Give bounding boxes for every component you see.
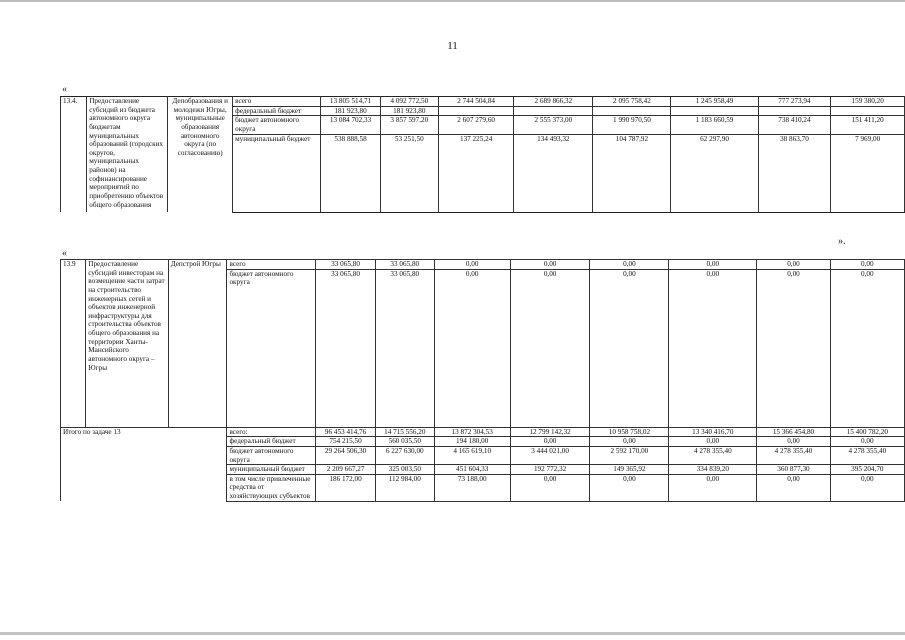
source-cell: в том числе привлеченные средства от хозяйствующих субъектов bbox=[227, 474, 316, 501]
value-cell: 325 003,50 bbox=[375, 465, 434, 475]
activity-name: Предоставление субсидий из бюджета автономного округа бюджетам муниципальных образований (городских округов, муниципальных районов) на софинансирование мероприятий по приобретению объектов общего образования bbox=[87, 97, 168, 213]
value-cell: 0,00 bbox=[830, 474, 904, 501]
value-cell: 451 604,33 bbox=[434, 465, 510, 475]
value-cell: 4 165 619,10 bbox=[434, 446, 510, 464]
value-cell: 0,00 bbox=[830, 260, 904, 270]
value-cell: 38 863,70 bbox=[758, 134, 831, 212]
value-cell: 181 923,80 bbox=[380, 106, 438, 116]
source-cell: бюджет автономного округа bbox=[233, 116, 321, 134]
value-cell: 13 340 416,70 bbox=[669, 427, 757, 437]
value-cell: 12 799 142,32 bbox=[510, 427, 590, 437]
value-cell: 0,00 bbox=[590, 437, 669, 447]
value-cell bbox=[758, 106, 831, 116]
value-cell: 0,00 bbox=[510, 474, 590, 501]
source-cell: муниципальный бюджет bbox=[233, 134, 321, 212]
source-cell: муниципальный бюджет bbox=[227, 465, 316, 475]
value-cell: 754 215,50 bbox=[316, 437, 376, 447]
value-cell: 10 958 758,02 bbox=[590, 427, 669, 437]
value-cell bbox=[593, 106, 671, 116]
open-quote-1: « bbox=[62, 84, 67, 95]
value-cell bbox=[831, 106, 905, 116]
value-cell: 2 689 866,32 bbox=[514, 97, 593, 107]
value-cell: 29 264 506,30 bbox=[316, 446, 376, 464]
value-cell: 134 493,32 bbox=[514, 134, 593, 212]
value-cell: 194 180,00 bbox=[434, 437, 510, 447]
value-cell: 151 411,20 bbox=[831, 116, 905, 134]
value-cell: 360 877,30 bbox=[757, 465, 830, 475]
value-cell: 0,00 bbox=[434, 260, 510, 270]
executor: Депстрой Югры bbox=[168, 260, 227, 428]
row-number: 13.9 bbox=[61, 260, 86, 428]
value-cell: 112 984,00 bbox=[375, 474, 434, 501]
value-cell: 0,00 bbox=[590, 260, 669, 270]
activity-name: Предоставление субсидий инвесторам на возмещение части затрат на строительство инженерных сетей и объектов инженерной инфраструктуры для строительства объектов общего образования на территории Ханты-Мансийского автономного округа – Югры bbox=[86, 260, 168, 428]
value-cell: 0,00 bbox=[757, 260, 830, 270]
value-cell: 149 365,92 bbox=[590, 465, 669, 475]
source-cell: бюджет автономного округа bbox=[227, 446, 316, 464]
source-cell: всего: bbox=[227, 427, 316, 437]
value-cell: 560 035,50 bbox=[375, 437, 434, 447]
value-cell: 2 555 373,00 bbox=[514, 116, 593, 134]
table-row-total bbox=[61, 427, 905, 437]
value-cell: 73 188,00 bbox=[434, 474, 510, 501]
value-cell: 104 787,92 bbox=[593, 134, 671, 212]
value-cell bbox=[514, 106, 593, 116]
value-cell: 3 857 597,20 bbox=[380, 116, 438, 134]
value-cell: 0,00 bbox=[669, 260, 757, 270]
value-cell: 1 245 958,49 bbox=[671, 97, 758, 107]
value-cell: 181 923,80 bbox=[321, 106, 380, 116]
value-cell: 13 805 514,71 bbox=[321, 97, 380, 107]
value-cell: 738 410,24 bbox=[758, 116, 831, 134]
value-cell: 33 065,80 bbox=[375, 269, 434, 427]
value-cell: 0,00 bbox=[510, 260, 590, 270]
executor: Депобразования и молодежи Югры, муниципальные образования автономного округа (по согласованию) bbox=[168, 97, 233, 213]
page-number: 11 bbox=[447, 40, 458, 52]
value-cell: 186 172,00 bbox=[316, 474, 376, 501]
value-cell: 777 273,94 bbox=[758, 97, 831, 107]
value-cell: 62 297,90 bbox=[671, 134, 758, 212]
scan-edge-top bbox=[0, 0, 905, 2]
value-cell: 1 183 660,59 bbox=[671, 116, 758, 134]
value-cell: 538 888,58 bbox=[321, 134, 380, 212]
value-cell: 4 278 355,40 bbox=[830, 446, 904, 464]
value-cell: 53 251,50 bbox=[380, 134, 438, 212]
value-cell: 4 092 772,50 bbox=[380, 97, 438, 107]
source-cell: федеральный бюджет bbox=[233, 106, 321, 116]
total-label: Итого по задаче 13 bbox=[61, 427, 227, 501]
value-cell: 0,00 bbox=[669, 437, 757, 447]
value-cell: 0,00 bbox=[510, 269, 590, 427]
value-cell: 0,00 bbox=[830, 269, 904, 427]
value-cell: 2 744 504,84 bbox=[438, 97, 513, 107]
value-cell: 33 065,80 bbox=[316, 260, 376, 270]
source-cell: всего bbox=[233, 97, 321, 107]
value-cell: 4 278 355,40 bbox=[669, 446, 757, 464]
value-cell: 192 772,32 bbox=[510, 465, 590, 475]
value-cell: 395 204,70 bbox=[830, 465, 904, 475]
source-cell: федеральный бюджет bbox=[227, 437, 316, 447]
value-cell: 159 380,20 bbox=[831, 97, 905, 107]
close-quote-1: ». bbox=[838, 236, 846, 247]
value-cell: 2 607 279,60 bbox=[438, 116, 513, 134]
value-cell: 0,00 bbox=[757, 269, 830, 427]
value-cell: 33 065,80 bbox=[375, 260, 434, 270]
value-cell: 0,00 bbox=[590, 474, 669, 501]
value-cell: 13 084 702,33 bbox=[321, 116, 380, 134]
table-row bbox=[61, 260, 905, 270]
value-cell: 3 444 021,00 bbox=[510, 446, 590, 464]
value-cell: 0,00 bbox=[830, 437, 904, 447]
value-cell: 2 095 758,42 bbox=[593, 97, 671, 107]
value-cell: 15 366 454,80 bbox=[757, 427, 830, 437]
table-row bbox=[61, 97, 905, 107]
value-cell bbox=[671, 106, 758, 116]
value-cell: 2 209 667,27 bbox=[316, 465, 376, 475]
table-block-13-9 bbox=[60, 259, 905, 502]
value-cell: 1 990 970,50 bbox=[593, 116, 671, 134]
value-cell: 7 969,00 bbox=[831, 134, 905, 212]
value-cell: 0,00 bbox=[669, 474, 757, 501]
value-cell: 4 278 355,40 bbox=[757, 446, 830, 464]
value-cell: 0,00 bbox=[757, 437, 830, 447]
source-cell: бюджет автономного округа bbox=[227, 269, 316, 427]
value-cell: 0,00 bbox=[757, 474, 830, 501]
value-cell: 0,00 bbox=[510, 437, 590, 447]
scan-edge-bottom bbox=[0, 632, 905, 635]
table-block-13-4 bbox=[60, 96, 905, 213]
value-cell: 0,00 bbox=[434, 269, 510, 427]
value-cell bbox=[438, 106, 513, 116]
value-cell: 137 225,24 bbox=[438, 134, 513, 212]
value-cell: 33 065,80 bbox=[316, 269, 376, 427]
value-cell: 0,00 bbox=[590, 269, 669, 427]
value-cell: 334 839,20 bbox=[669, 465, 757, 475]
open-quote-2: « bbox=[62, 248, 67, 259]
value-cell: 2 592 170,00 bbox=[590, 446, 669, 464]
value-cell: 13 872 304,53 bbox=[434, 427, 510, 437]
value-cell: 6 227 630,00 bbox=[375, 446, 434, 464]
value-cell: 96 453 414,76 bbox=[316, 427, 376, 437]
value-cell: 15 400 782,20 bbox=[830, 427, 904, 437]
row-number: 13.4. bbox=[61, 97, 87, 213]
source-cell: всего bbox=[227, 260, 316, 270]
value-cell: 14 715 556,20 bbox=[375, 427, 434, 437]
value-cell: 0,00 bbox=[669, 269, 757, 427]
